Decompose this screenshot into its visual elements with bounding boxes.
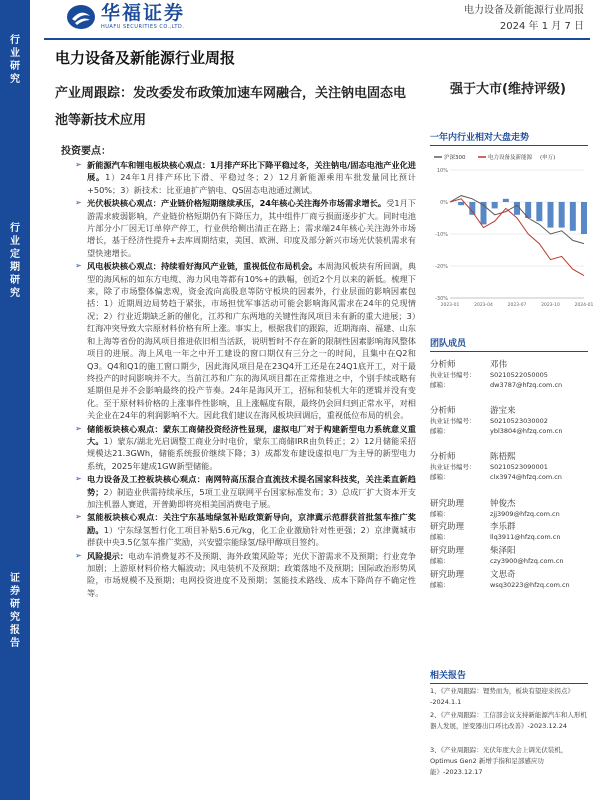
excess-return-bar	[492, 202, 498, 208]
y-tick-label: -20%	[435, 264, 448, 270]
analyst-name: 李乐群	[490, 522, 516, 532]
sidebar-label-securities-report: 证 券 研 究 报 告	[10, 573, 20, 649]
paragraph-text: 1）蒙东/湖北光启调整工商业分时电价，蒙东工商储IRR由负转正；2）12月储能采招规模达21.3GWh，储能系统报价继续下降；3）成都发布建设虚拟电厂为主导的新型电力系统，2025年建成1GW新型储能。	[87, 435, 416, 471]
analyst-role: 分析师	[430, 360, 456, 370]
highlight-paragraph	[61, 550, 416, 600]
email-label: 邮箱：	[430, 510, 450, 518]
email-label: 邮箱：	[430, 473, 450, 481]
related-report-link[interactable]: 1、《产业周跟踪：锂势而为，板块有望迎来拐点》 -2024.1.1	[430, 687, 574, 706]
excess-return-bar	[536, 202, 542, 221]
analyst-role: 研究助理	[430, 522, 465, 532]
paragraph-text: 1）宁东绿氢暂行化工项目补贴5.6元/kg，化工企业激励针对性更强；2）京津冀城市群获中央3.5亿氢车推广奖励，兴安盟宗能绿氢/绿甲醇项目签约。	[87, 524, 416, 548]
paragraph-text: 电动车消费复苏不及预期、海外政策风险等；光伏下游需求不及预期；行业竞争加剧；上游原材料价格大幅波动；风电装机不及预期；政策落地不及预期；国际政治形势风险，市场规模不及预期；电网投资进度不及预期；氢能技术路线、成本下降尚存不确定性等。	[87, 550, 416, 598]
email-label: 邮箱：	[430, 427, 450, 435]
email-label: 邮箱：	[430, 381, 450, 389]
excess-return-bar	[581, 202, 587, 234]
paragraph-text: 受1月下游需求疲弱影响，产业链价格短期仍有下降压力，其中组件厂商亏损面逐步扩大。同时电池片部分小厂因无订单停产停工，行业供给侧出清正在路上；需求端24年核心关注海外市场增长，基于经济性提升+去库周期结束，美国、欧洲、印度及部分新兴市场光伏装机需求有望快速增长。	[87, 198, 416, 258]
team-title: 团队成员	[430, 336, 588, 352]
analyst-email[interactable]: llq3911@hfzq.com.cn	[490, 533, 561, 541]
paragraph-lead: 风险提示：	[87, 550, 129, 561]
analyst-entry	[430, 497, 590, 519]
chart-title: 一年内行业相对大盘走势	[430, 130, 588, 146]
relative-performance-chart	[430, 148, 594, 318]
cert-label: 执业证书编号：	[430, 417, 476, 425]
analyst-entry	[430, 544, 590, 566]
highlight-paragraph	[61, 511, 416, 548]
x-tick-label: 2024-01	[574, 303, 594, 308]
legend-label: 沪深300	[444, 155, 466, 161]
excess-return-bar	[548, 202, 554, 228]
cert-number: S0210523030002	[490, 417, 548, 425]
analyst-entry	[430, 404, 590, 436]
analyst-role: 研究助理	[430, 499, 465, 509]
excess-return-bar	[469, 202, 475, 215]
analyst-entry	[430, 450, 590, 482]
cert-number: S0210522050005	[490, 371, 548, 379]
sidebar-label-periodic-research: 行 业 定 期 研 究	[10, 223, 20, 299]
x-tick-label: 2023-01	[440, 303, 460, 308]
cert-label: 执业证书编号：	[430, 463, 476, 471]
report-headline: 产业周跟踪：发改委发布政策加速车网融合，关注钠电固态电池等新技术应用	[55, 86, 407, 128]
header-report-type: 电力设备及新能源行业周报	[464, 5, 584, 16]
analyst-name: 邓伟	[490, 360, 508, 370]
analyst-name: 钟俊杰	[490, 499, 516, 509]
paragraph-lead: 储能板块核心观点：蒙东工商储投资经济性显现，虚拟电厂对于构建新型电力系统意义重大。	[87, 423, 416, 446]
left-sidebar	[0, 0, 30, 800]
paragraph-lead: 电力设备及工控板块核心观点：南网特高压混合直流技术提名国家科技奖，关注柔直新趋势；	[87, 474, 416, 497]
highlight-paragraph	[61, 197, 416, 259]
paragraph-text: 2）制造业供需持续承压，5项工业互联网平台国家标准发布；3）总成厂扩大资本开支加注机器人赛道，开普勤即将亮相美国消费电子展。	[87, 486, 416, 509]
legend-label: (申万)	[540, 155, 556, 161]
analyst-entry	[430, 520, 590, 542]
bullet-arrow-icon: ➢	[75, 423, 82, 433]
bullet-arrow-icon: ➢	[75, 261, 82, 271]
bullet-arrow-icon: ➢	[75, 512, 82, 522]
analyst-entry	[430, 358, 590, 390]
report-title: 电力设备及新能源行业周报	[55, 49, 236, 67]
y-tick-label: -30%	[435, 296, 448, 302]
paragraph-lead: 氢能板块核心观点：关注宁东基地绿氢补贴政策新导向，京津冀示范群获首批氢车推广奖励。	[87, 512, 416, 535]
sidebar-label-industry-research: 行 业 研 究	[10, 35, 20, 85]
highlight-paragraph	[61, 473, 416, 510]
x-tick-label: 2023-10	[541, 303, 560, 308]
y-tick-label: 10%	[436, 168, 448, 174]
email-label: 邮箱：	[430, 581, 450, 589]
analyst-role: 分析师	[430, 452, 456, 462]
logo-name-cn: 华福证券	[101, 2, 186, 24]
analyst-name: 陈梧熙	[490, 452, 516, 462]
related-report-link[interactable]: 2、《产业周跟踪：工信部会议支持新能源汽车和人形机器人发展，逆变器出口环比改善》-2023.12.24	[430, 711, 587, 730]
paragraph-text: 本周海风板块有所回调，典型的海风标的如东方电缆、海力风电等都有10%+的跌幅，创近2个月以来的新低。梳理下来，除了市场整体偏悲观，资金流向高股息等防守板块的因素外，行业层面的影响因素包括：1）近期周边局势趋于紧张，市场担忧军事活动可能会影响海风需求在24年的兑现情况；2）行业近期缺乏新的催化，江苏和广东两地的关键性海风项目未有新的重大进展；3）红海冲突导致大宗原材料价格有所上涨。事实上，根据我们的跟踪，近期海南、福建、山东和上海等省份的海风项目推进依旧相当活跃，说明暂时不存在新的限制性因素影响海风整体项目的进展。海上风电一年之中开工建设的窗口期仅有三分之一的时间，且集中在Q2和Q3。Q4和Q1的施工窗口期少，因此海风项目是在23Q4开工还是在24Q1底开工，对于最终投产的时间影响并不大。当前江苏和广东的海风项目都在正常推进之中，个别手续或略有延期但是并不会影响最终的投产节奏。24年是海风开工，招标和装机大年的逻辑并没有变化。至于原材料价格的上涨事件性影响，且上涨幅度有限，最终仍会回归到正常水平，对相关企业在24年的利润影响不大。因此我们建议在海风板块回调后，重视低位布局的机会。	[87, 261, 416, 421]
analyst-entry	[430, 568, 590, 590]
paragraph-lead: 风电板块核心观点：持续看好海风产业链，重视低位布局机会。	[87, 261, 318, 272]
paragraph-lead: 新能源汽车和锂电板块核心观点：1月排产环比下降平稳过冬，关注钠电/固态电池产业化进展。	[87, 160, 416, 183]
legend-label: 电力设备及新能源	[488, 155, 533, 161]
analyst-email[interactable]: clx3974@hfzq.com.cn	[490, 473, 562, 481]
email-label: 邮箱：	[430, 533, 450, 541]
excess-return-bar	[559, 202, 565, 228]
analyst-email[interactable]: wsq30223@hfzq.com.cn	[490, 581, 570, 589]
x-tick-label: 2023-07	[507, 303, 527, 308]
related-report-link[interactable]: 3、《产业周跟踪：光伏年度大会上调光伏装机，Optimus Gen2 新增手指和足部感应功能》-2023.12.17	[430, 746, 568, 776]
highlight-paragraph	[61, 159, 416, 196]
bullet-arrow-icon: ➢	[75, 160, 82, 169]
highlight-paragraph	[61, 260, 416, 421]
excess-return-bar	[570, 202, 576, 231]
company-logo	[66, 3, 185, 30]
analyst-role: 研究助理	[430, 570, 465, 580]
y-tick-label: 0%	[440, 200, 448, 206]
excess-return-bar	[503, 199, 509, 202]
logo-mark-icon	[66, 4, 96, 30]
x-tick-label: 2023-04	[474, 303, 493, 308]
analyst-role: 分析师	[430, 406, 456, 416]
analyst-role: 研究助理	[430, 546, 465, 556]
header-meta	[464, 3, 584, 35]
analyst-email[interactable]: ybl3804@hfzq.com.cn	[490, 427, 563, 435]
analyst-name: 游宝来	[490, 406, 516, 416]
analyst-email[interactable]: czy3900@hfzq.com.cn	[490, 557, 564, 565]
highlight-paragraph	[61, 423, 416, 473]
header-divider	[44, 38, 590, 40]
related-reports-title: 相关报告	[430, 668, 588, 684]
analyst-name: 文思奇	[490, 570, 516, 580]
analyst-name: 柴泽阳	[490, 546, 516, 556]
analyst-email[interactable]: dw3787@hfzq.com.cn	[490, 381, 563, 389]
cert-label: 执业证书编号：	[430, 371, 476, 379]
bullet-arrow-icon: ➢	[75, 550, 82, 560]
cert-number: S0210523090001	[490, 463, 548, 471]
excess-return-bar	[514, 202, 520, 215]
rating-badge: 强于大市(维持评级)	[450, 82, 566, 97]
investment-highlights-heading: 投资要点：	[61, 146, 111, 157]
email-label: 邮箱：	[430, 557, 450, 565]
header-date: 2024 年 1 月 7 日	[499, 21, 584, 32]
bullet-arrow-icon: ➢	[75, 198, 82, 208]
investment-highlights	[61, 159, 416, 600]
bullet-arrow-icon: ➢	[75, 474, 82, 484]
y-tick-label: -10%	[435, 232, 448, 238]
paragraph-lead: 光伏板块核心观点：产业链价格短期继续承压，24年核心关注海外市场需求增长。	[87, 198, 387, 209]
paragraph-text: 1）24年1月排产环比下滑、平稳过冬；2）12月新能源乘用车批发量同比预计+50%；3）新技术：比亚迪扩产钠电、QS固态电池通过测试。	[87, 172, 416, 195]
excess-return-bar	[458, 202, 464, 205]
logo-name-en: HUAFU SECURITIES CO.,LTD.	[101, 24, 185, 30]
analyst-email[interactable]: zjj3909@hfzq.com.cn	[490, 510, 560, 518]
